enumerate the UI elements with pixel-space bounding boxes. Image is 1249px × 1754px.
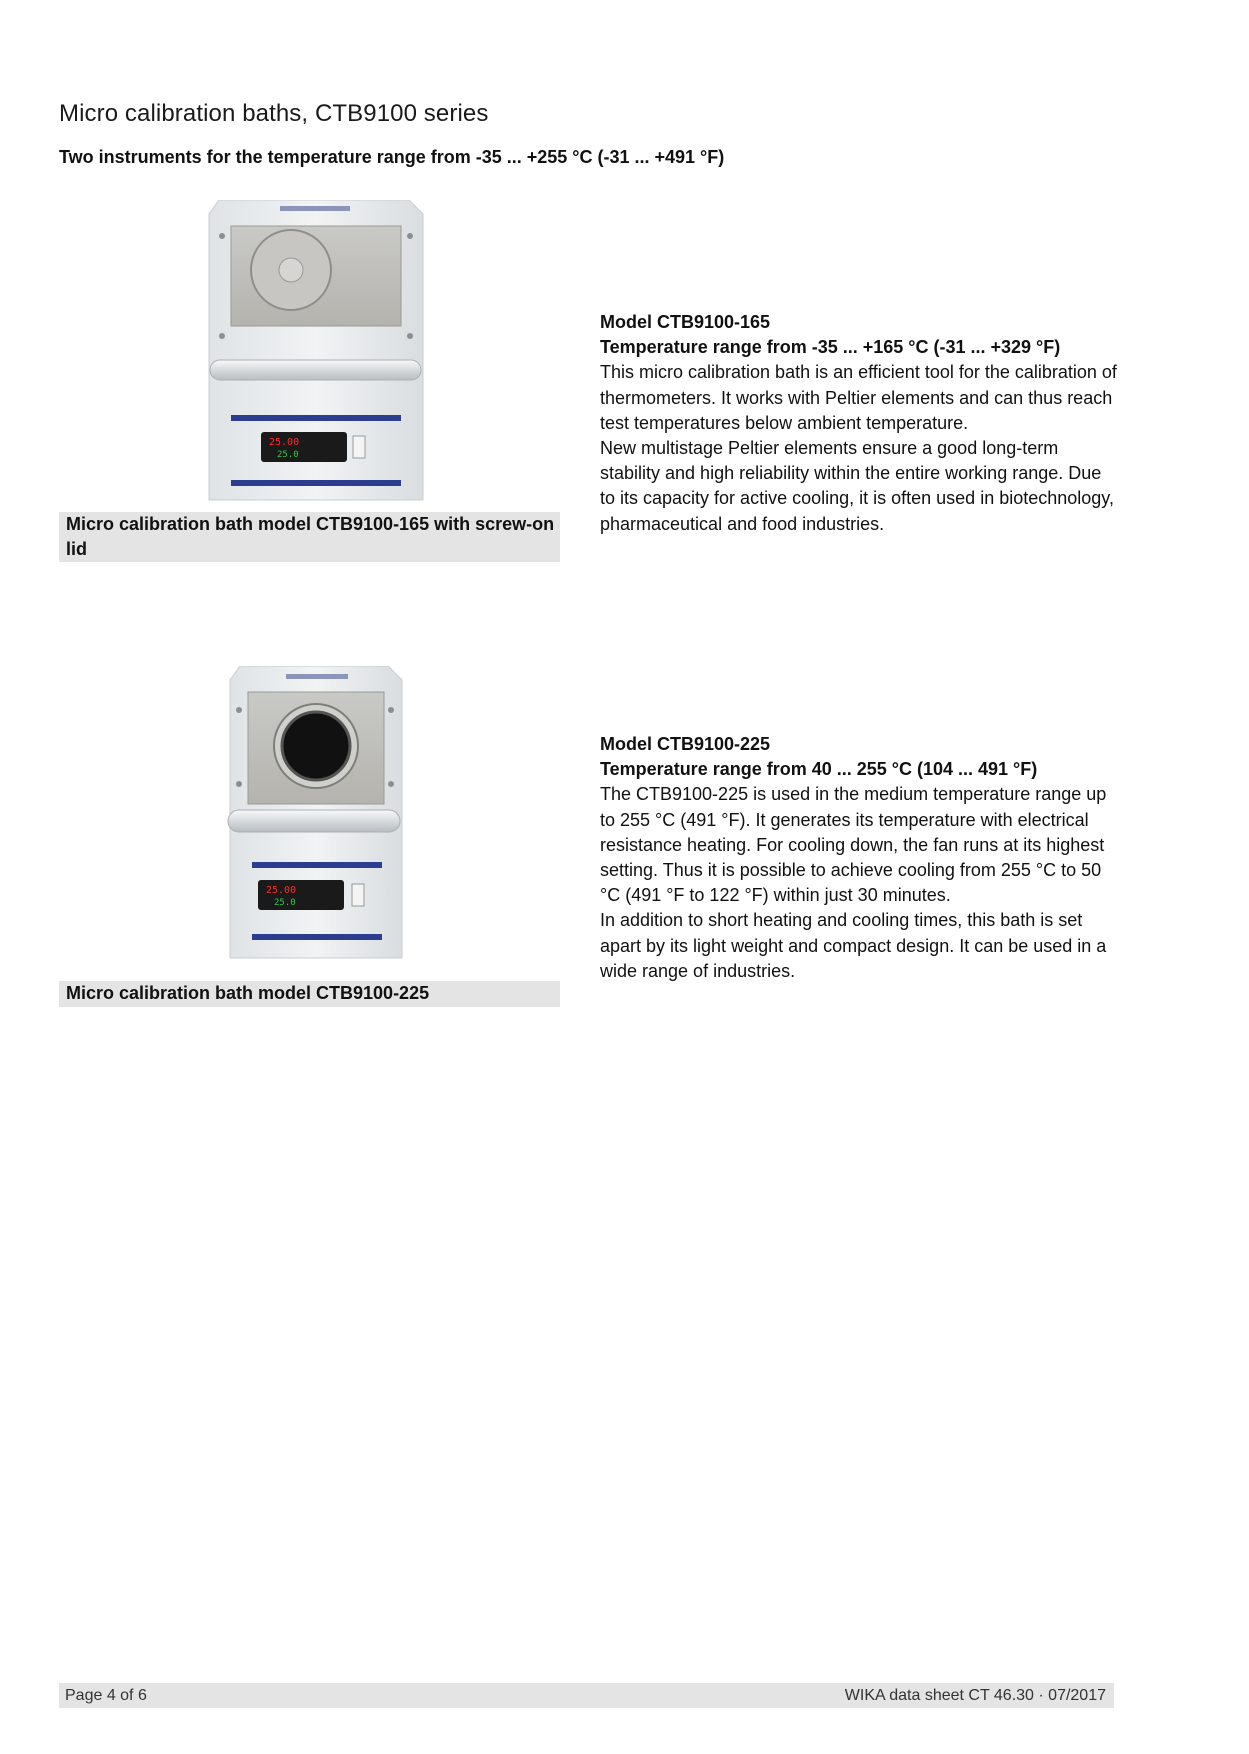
stripe-bottom: [231, 480, 401, 486]
paragraph: The CTB9100-225 is used in the medium temperature range up to 255 °C (491 °F). It generates its temperature with electrical resistance heating. For cooling down, the fan runs at its highest setting. Thus it is possible to achieve cooling from 255 °C to 50 °C (491 °F to 122 °F) within just 30 minutes.: [600, 784, 1107, 906]
display-bottom-value: 25.0: [274, 898, 296, 908]
page-footer: [59, 1683, 1114, 1708]
page-title: Micro calibration baths, CTB9100 series: [59, 100, 489, 127]
temperature-range: Temperature range from -35 ... +165 °C (-31 ... +329 °F): [600, 337, 1061, 358]
paragraph: New multistage Peltier elements ensure a good long-term stability and high reliability within the entire working range. Due to its capacity for active cooling, it is often used in biotechnology, pharmaceutical and food industries.: [600, 438, 1114, 534]
paragraph: This micro calibration bath is an efficient tool for the calibration of thermometers. It works with Peltier elements and can thus reach test temperatures below ambient temperature.: [600, 362, 1117, 433]
power-switch: [352, 884, 364, 906]
paragraph: In addition to short heating and cooling times, this bath is set apart by its light weight and compact design. It can be used in a wide range of industries.: [600, 910, 1107, 981]
model-name: Model CTB9100-165: [600, 312, 771, 332]
device-top-label: [280, 206, 350, 211]
stripe-top: [252, 862, 382, 868]
page-number: Page 4 of 6: [65, 1686, 147, 1704]
display-bottom-value: 25.0: [277, 450, 299, 460]
ctb9100-225-device-image: [226, 666, 406, 960]
display-top-value: 25.00: [266, 885, 297, 896]
power-switch: [353, 436, 365, 458]
ctb9100-165-device-image: [205, 200, 427, 502]
display-top-value: 25.00: [269, 437, 300, 448]
description-ctb9100-225: [600, 732, 1120, 984]
datasheet-reference: WIKA data sheet CT 46.30 · 07/2017: [844, 1686, 1106, 1704]
caption-ctb9100-165: Micro calibration bath model CTB9100-165 with screw-on lid: [59, 512, 560, 562]
handle: [210, 360, 421, 380]
temperature-range: Temperature range from 40 ... 255 °C (104 ... 491 °F): [600, 759, 1038, 780]
caption-ctb9100-225: Micro calibration bath model CTB9100-225: [59, 981, 560, 1007]
model-name: Model CTB9100-225: [600, 734, 771, 754]
handle: [228, 810, 400, 832]
page-subtitle: Two instruments for the temperature range from -35 ... +255 °C (-31 ... +491 °F): [59, 147, 725, 167]
device-top-label: [286, 674, 348, 679]
stripe-top: [231, 415, 401, 421]
description-ctb9100-165: [600, 310, 1120, 537]
stripe-bottom: [252, 934, 382, 940]
